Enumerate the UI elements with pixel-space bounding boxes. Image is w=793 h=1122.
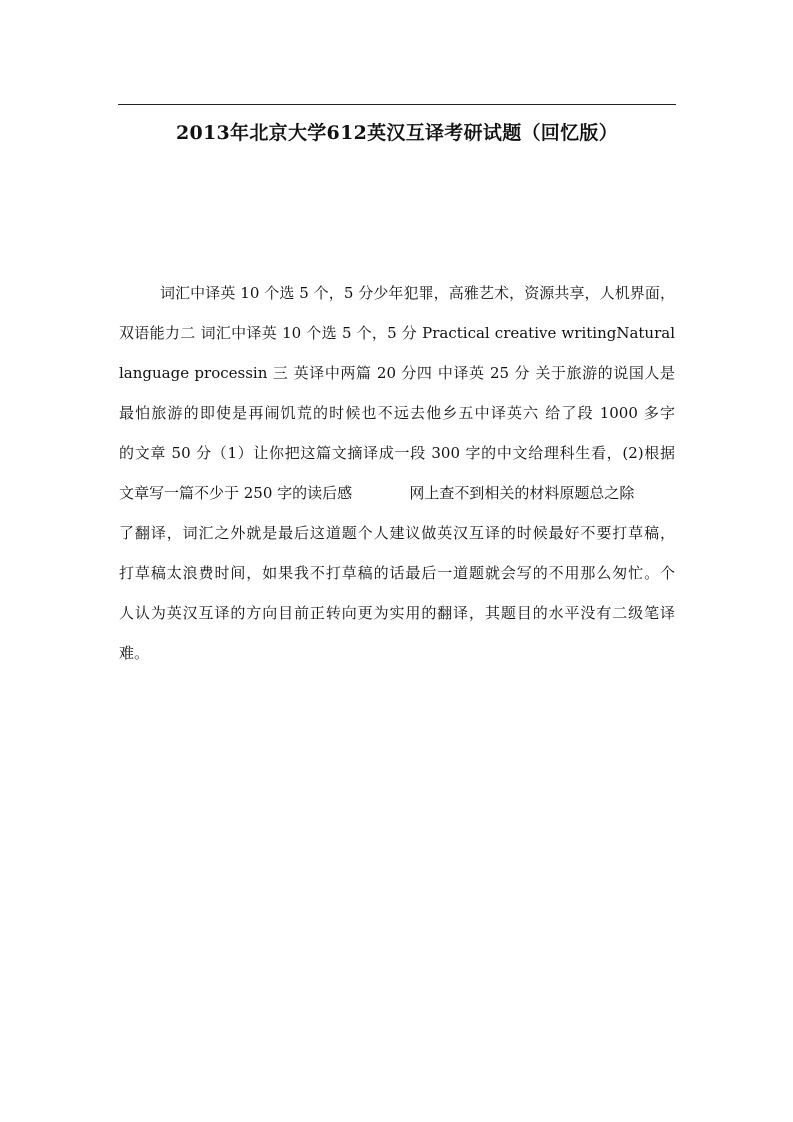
paragraph-line: 的文章 50 分（1）让你把这篇文摘译成一段 300 字的中文给理科生看，(2)根据 bbox=[119, 444, 675, 462]
paragraph-line: 双语能力二 词汇中译英 10 个选 5 个，5 分 Practical creative writingNatural bbox=[119, 324, 675, 342]
paragraph-line: 了翻译，词汇之外就是最后这道题个人建议做英汉互译的时候最好不要打草稿， bbox=[119, 524, 675, 542]
paragraph-line: 文章写一篇不少于 250 字的读后感 网上查不到相关的材料原题总之除 bbox=[119, 484, 635, 502]
paragraph-line: 词汇中译英 10 个选 5 个，5 分少年犯罪，高雅艺术，资源共享，人机界面， bbox=[160, 284, 675, 302]
paragraph-line: language processin 三 英译中两篇 20 分四 中译英 25 分 关于旅游的说国人是 bbox=[119, 364, 675, 382]
paragraph-line: 最怕旅游的即使是再闹饥荒的时候也不远去他乡五中译英六 给了段 1000 多字 bbox=[119, 404, 675, 422]
paragraph-line: 打草稿太浪费时间，如果我不打草稿的话最后一道题就会写的不用那么匆忙。个 bbox=[119, 564, 675, 582]
paragraph-line: 难。 bbox=[119, 644, 150, 662]
document-title: 2013年北京大学612英汉互译考研试题（回忆版） bbox=[175, 122, 619, 144]
header-rule bbox=[118, 104, 676, 105]
paragraph-line: 人认为英汉互译的方向目前正转向更为实用的翻译，其题目的水平没有二级笔译 bbox=[119, 604, 675, 622]
